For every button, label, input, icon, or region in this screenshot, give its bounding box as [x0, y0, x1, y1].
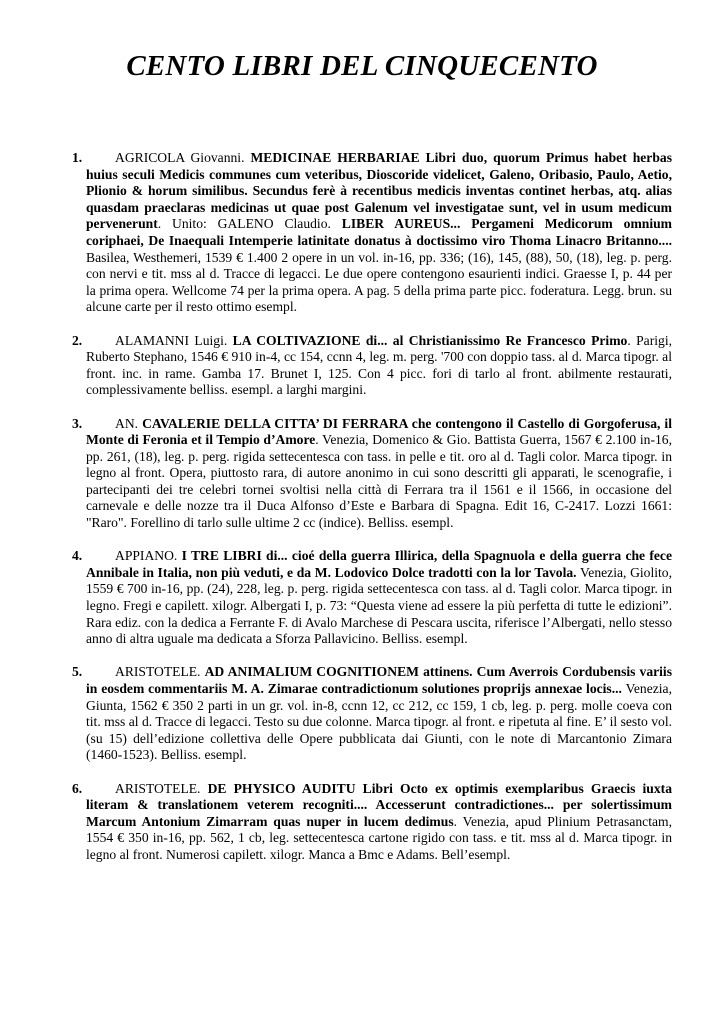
- entry-number: 3.: [72, 415, 83, 431]
- entry-author: ALAMANNI Luigi.: [115, 332, 233, 348]
- entry-author: AGRICOLA Giovanni.: [115, 150, 251, 165]
- catalog-entry: [72, 150, 672, 316]
- entry-description: Venezia, Giolito, 1559 € 700 in-16, pp. (24), 228, leg. p. perg. rigida settecentesca con tass. al d. Tagli color. Marca tipogr. in legno. Fregi e capilett. xilogr. Albergati I, p. 73: “Questa viene ad essere la più perfetta di tutte le edizioni”. Rara ediz. con la dedica a Ferrante F. di Avalo Marchese di Pescara uscita, riferisce l’Albergati, nello stesso anno di altra uguale ma dedicata a Sforza Pallavicino. Belliss. esempl.: [86, 564, 672, 647]
- catalog-entry: [72, 781, 672, 864]
- entry-author: ARISTOTELE.: [115, 780, 208, 796]
- entry-description: . Venezia, Domenico & Gio. Battista Guerra, 1567 € 2.100 in-16, pp. 261, (18), leg. p. perg. rigida settecentesca con tass. in pelle e tit. oro al d. Tagli color. Marca tipogr. in legno al front. Opera, piuttosto rara, di autore anonimo in cui sono descritti gli apparati, le scenografie, i partecipanti dei tre celebri tornei svoltisi nella città di Ferrara tra il 1561 e il 1566, in occasione del carnevale e delle nozze tra il Duca Alfonso d’Este e Barbara di Spagna. Edit 16, C-2417. Lozzi 1661: "Raro". Forellino di tarlo sulle ultime 2 cc (indice). Belliss. esempl.: [86, 432, 673, 531]
- entry-number: 1.: [72, 150, 83, 165]
- entry-author: AN.: [115, 415, 143, 431]
- entry-title: AD ANIMALIUM COGNITIONEM attinens. Cum Averrois Cordubensis variis in eosdem commentariis M. A. Zimarae contradictionum solutiones proprijs annexae locis...: [86, 664, 672, 696]
- entry-description: . Venezia, apud Plinium Petrasanctam, 1554 € 350 in-16, pp. 562, 1 cb, leg. settecentesca cartone rigido con tass. e tit. mss al d. Marca tipogr. in legno al front. Numerosi capilett. xilogr. Manca a Bmc e Adams. Bell’esempl.: [86, 813, 672, 862]
- entry-text: [86, 416, 672, 532]
- entry-description: . Unito: GALENO Claudio.: [157, 216, 342, 232]
- entry-description: Basilea, Westhemeri, 1539 € 1.400 2 opere in un vol. in-16, pp. 336; (16), 145, (88), 50, (18), leg. p. perg. con nervi e tit. mss al d. Tracce di legacci. Le due opere contengono esaurienti indici. Graesse I, p. 44 per la prima opera. Wellcome 74 per la prima opera. A pag. 5 della prima parte picc. foderatura. Legg. brun. su alcune carte per il resto ottimo esempl.: [86, 249, 672, 315]
- entry-list: [72, 150, 672, 880]
- entry-author: ARISTOTELE.: [115, 664, 205, 680]
- entry-description: . Parigi, Ruberto Stephano, 1546 € 910 in-4, cc 154, ccnn 4, leg. m. perg. '700 con doppio tass. al d. Marca tipogr. al front. inc. in rame. Gamba 17. Brunet I, 125. Con 4 picc. fori di tarlo al front. abilmente restaurati, complessivamente belliss. esempl. a larghi margini.: [86, 332, 672, 398]
- entry-text: [86, 548, 672, 648]
- entry-title: MEDICINAE HERBARIAE Libri duo, quorum Primus habet herbas huius seculi Medicis communes cum veteribus, Dioscoride videlicet, Galeno, Oribasio, Paulo, Aetio, Plionio & horum similibus. Secundus ferè à recentibus medicis inventas continet herbas, atq. alias quasdam praeclaras medicinas ut quae post Galenum vel investigatae sunt, vel in usum medicum pervenerunt: [86, 150, 672, 232]
- entry-title: LA COLTIVAZIONE di... al Christianissimo Re Francesco Primo: [232, 332, 628, 348]
- entry-author: APPIANO.: [115, 548, 182, 564]
- catalog-entry: [72, 333, 672, 399]
- page-title: CENTO LIBRI DEL CINQUECENTO: [126, 50, 598, 82]
- entry-text: [86, 781, 672, 864]
- catalog-entry: [72, 664, 672, 764]
- entry-number: 2.: [72, 332, 83, 348]
- entry-description: Venezia, Giunta, 1562 € 350 2 parti in un gr. vol. in-8, ccnn 12, cc 212, cc 159, 1 cb, leg. p. perg. molle coeva con tit. mss al d. Tracce di legacci. Testo su due colonne. Marca tipogr. al front. e ripetuta al fine. E’ il sesto vol. (su 15) dell’edizione collettiva delle Opere pubblicata dai Giunti, con le note di Marcantonio Zimara (1460-1523). Belliss. esempl.: [86, 681, 672, 763]
- entry-title: DE PHYSICO AUDITU Libri Octo ex optimis exemplaribus Graecis iuxta literam & translationem veterem recogniti.... Accesserunt contradictiones... per solertissimum Marcum Antonium Zimarram quas nuper in lucem dedimus: [86, 780, 672, 829]
- entry-number: 5.: [72, 664, 83, 680]
- catalog-entry: [72, 548, 672, 648]
- entry-title: CAVALERIE DELLA CITTA’ DI FERRARA che contengono il Castello di Gorgoferusa, il Monte di Feronia et il Tempio d’Amore: [86, 415, 672, 448]
- catalog-entry: [72, 416, 672, 532]
- entry-text: [86, 664, 672, 764]
- entry-number: 4.: [72, 548, 83, 564]
- entry-title: I TRE LIBRI di... cioé della guerra Illirica, della Spagnuola e della guerra che fece Annibale in Italia, non più veduti, e da M. Lodovico Dolce tradotti con la lor Tavola.: [86, 548, 672, 580]
- entry-title: LIBER AUREUS... Pergameni Medicorum omnium coriphaei, De Inaequali Intemperie latinitate donatus à doctissimo viro Thoma Linacro Britanno....: [86, 216, 672, 248]
- entry-text: [86, 150, 672, 316]
- entry-text: [86, 333, 672, 399]
- entry-number: 6.: [72, 780, 83, 796]
